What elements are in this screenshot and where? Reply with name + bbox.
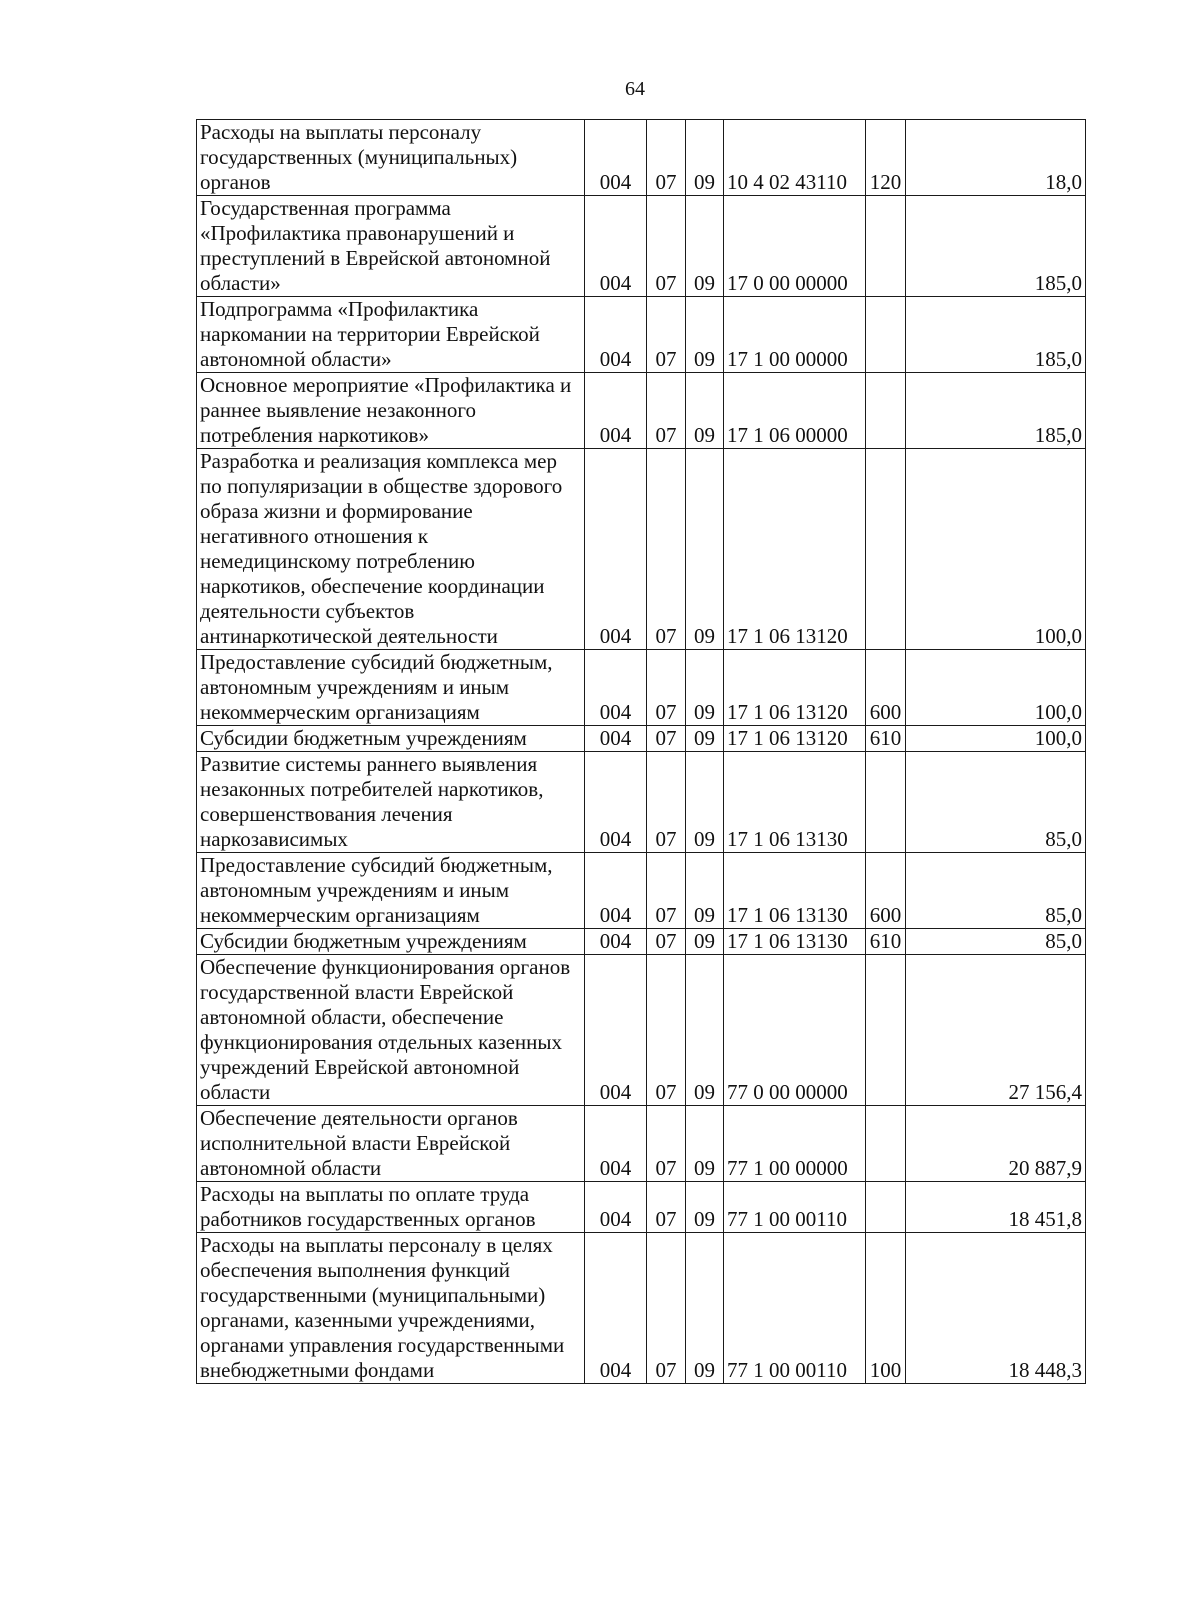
grbs-code: 004	[585, 373, 647, 449]
subsection-code: 09	[686, 853, 724, 929]
expense-type-code	[866, 373, 906, 449]
page-number: 64	[625, 78, 645, 100]
item-name: Обеспечение деятельности органов исполнительной власти Еврейской автономной области	[197, 1106, 585, 1182]
item-name: Обеспечение функционирования органов государственной власти Еврейской автономной области, обеспечение функционирования отдельных казенных учреждений Еврейской автономной области	[197, 955, 585, 1106]
amount: 85,0	[906, 752, 1086, 853]
section-code: 07	[647, 853, 686, 929]
target-article-code: 17 1 00 00000	[724, 297, 866, 373]
target-article-code: 17 0 00 00000	[724, 196, 866, 297]
grbs-code: 004	[585, 853, 647, 929]
expense-type-code	[866, 955, 906, 1106]
grbs-code: 004	[585, 196, 647, 297]
table-row	[197, 929, 1086, 955]
amount: 27 156,4	[906, 955, 1086, 1106]
table-row	[197, 196, 1086, 297]
section-code: 07	[647, 929, 686, 955]
amount: 18,0	[906, 120, 1086, 196]
subsection-code: 09	[686, 1182, 724, 1233]
item-name: Основное мероприятие «Профилактика и раннее выявление незаконного потребления наркотиков»	[197, 373, 585, 449]
target-article-code: 17 1 06 13130	[724, 752, 866, 853]
table-row	[197, 853, 1086, 929]
subsection-code: 09	[686, 1233, 724, 1384]
target-article-code: 17 1 06 13120	[724, 726, 866, 752]
subsection-code: 09	[686, 955, 724, 1106]
section-code: 07	[647, 955, 686, 1106]
section-code: 07	[647, 196, 686, 297]
grbs-code: 004	[585, 1106, 647, 1182]
subsection-code: 09	[686, 297, 724, 373]
item-name: Предоставление субсидий бюджетным, автономным учреждениям и иным некоммерческим организациям	[197, 853, 585, 929]
target-article-code: 17 1 06 13130	[724, 853, 866, 929]
target-article-code: 77 1 00 00110	[724, 1233, 866, 1384]
expense-type-code: 610	[866, 929, 906, 955]
expense-type-code: 600	[866, 650, 906, 726]
expense-type-code	[866, 196, 906, 297]
table-row	[197, 650, 1086, 726]
table-row	[197, 449, 1086, 650]
target-article-code: 10 4 02 43110	[724, 120, 866, 196]
section-code: 07	[647, 120, 686, 196]
grbs-code: 004	[585, 726, 647, 752]
amount: 185,0	[906, 196, 1086, 297]
subsection-code: 09	[686, 120, 724, 196]
subsection-code: 09	[686, 929, 724, 955]
subsection-code: 09	[686, 752, 724, 853]
table-row	[197, 1182, 1086, 1233]
amount: 18 448,3	[906, 1233, 1086, 1384]
item-name: Расходы на выплаты персоналу государственных (муниципальных) органов	[197, 120, 585, 196]
subsection-code: 09	[686, 449, 724, 650]
grbs-code: 004	[585, 297, 647, 373]
subsection-code: 09	[686, 1106, 724, 1182]
table-row	[197, 955, 1086, 1106]
table-row	[197, 752, 1086, 853]
item-name: Субсидии бюджетным учреждениям	[197, 929, 585, 955]
subsection-code: 09	[686, 196, 724, 297]
expense-type-code	[866, 1106, 906, 1182]
subsection-code: 09	[686, 650, 724, 726]
section-code: 07	[647, 1106, 686, 1182]
table-row	[197, 726, 1086, 752]
expense-type-code	[866, 297, 906, 373]
expense-type-code: 610	[866, 726, 906, 752]
subsection-code: 09	[686, 373, 724, 449]
item-name: Расходы на выплаты персоналу в целях обеспечения выполнения функций государственными (муниципальными) органами, казенными учреждениями, органами управления государственными внебюджетными фондами	[197, 1233, 585, 1384]
amount: 100,0	[906, 449, 1086, 650]
expense-type-code: 100	[866, 1233, 906, 1384]
table-row	[197, 297, 1086, 373]
target-article-code: 17 1 06 13120	[724, 449, 866, 650]
amount: 100,0	[906, 726, 1086, 752]
table-row	[197, 1233, 1086, 1384]
grbs-code: 004	[585, 1182, 647, 1233]
grbs-code: 004	[585, 955, 647, 1106]
expense-type-code: 600	[866, 853, 906, 929]
grbs-code: 004	[585, 929, 647, 955]
section-code: 07	[647, 752, 686, 853]
section-code: 07	[647, 726, 686, 752]
item-name: Разработка и реализация комплекса мер по популяризации в обществе здорового образа жизни и формирование негативного отношения к немедицинскому потреблению наркотиков, обеспечение координации деятельности субъектов антинаркотической деятельности	[197, 449, 585, 650]
amount: 85,0	[906, 929, 1086, 955]
expense-type-code: 120	[866, 120, 906, 196]
grbs-code: 004	[585, 650, 647, 726]
amount: 185,0	[906, 297, 1086, 373]
table-row	[197, 120, 1086, 196]
expense-type-code	[866, 752, 906, 853]
amount: 18 451,8	[906, 1182, 1086, 1233]
amount: 20 887,9	[906, 1106, 1086, 1182]
item-name: Расходы на выплаты по оплате труда работников государственных органов	[197, 1182, 585, 1233]
target-article-code: 17 1 06 13120	[724, 650, 866, 726]
section-code: 07	[647, 373, 686, 449]
amount: 185,0	[906, 373, 1086, 449]
amount: 85,0	[906, 853, 1086, 929]
target-article-code: 17 1 06 00000	[724, 373, 866, 449]
grbs-code: 004	[585, 752, 647, 853]
table-row	[197, 1106, 1086, 1182]
grbs-code: 004	[585, 449, 647, 650]
section-code: 07	[647, 1233, 686, 1384]
section-code: 07	[647, 1182, 686, 1233]
section-code: 07	[647, 449, 686, 650]
budget-table	[196, 119, 1086, 1384]
amount: 100,0	[906, 650, 1086, 726]
target-article-code: 77 1 00 00110	[724, 1182, 866, 1233]
table-row	[197, 373, 1086, 449]
section-code: 07	[647, 650, 686, 726]
grbs-code: 004	[585, 120, 647, 196]
expense-type-code	[866, 449, 906, 650]
expense-type-code	[866, 1182, 906, 1233]
item-name: Подпрограмма «Профилактика наркомании на территории Еврейской автономной области»	[197, 297, 585, 373]
section-code: 07	[647, 297, 686, 373]
target-article-code: 77 1 00 00000	[724, 1106, 866, 1182]
target-article-code: 17 1 06 13130	[724, 929, 866, 955]
subsection-code: 09	[686, 726, 724, 752]
item-name: Предоставление субсидий бюджетным, автономным учреждениям и иным некоммерческим организациям	[197, 650, 585, 726]
item-name: Субсидии бюджетным учреждениям	[197, 726, 585, 752]
item-name: Государственная программа «Профилактика правонарушений и преступлений в Еврейской автономной области»	[197, 196, 585, 297]
grbs-code: 004	[585, 1233, 647, 1384]
item-name: Развитие системы раннего выявления незаконных потребителей наркотиков, совершенствования лечения наркозависимых	[197, 752, 585, 853]
target-article-code: 77 0 00 00000	[724, 955, 866, 1106]
